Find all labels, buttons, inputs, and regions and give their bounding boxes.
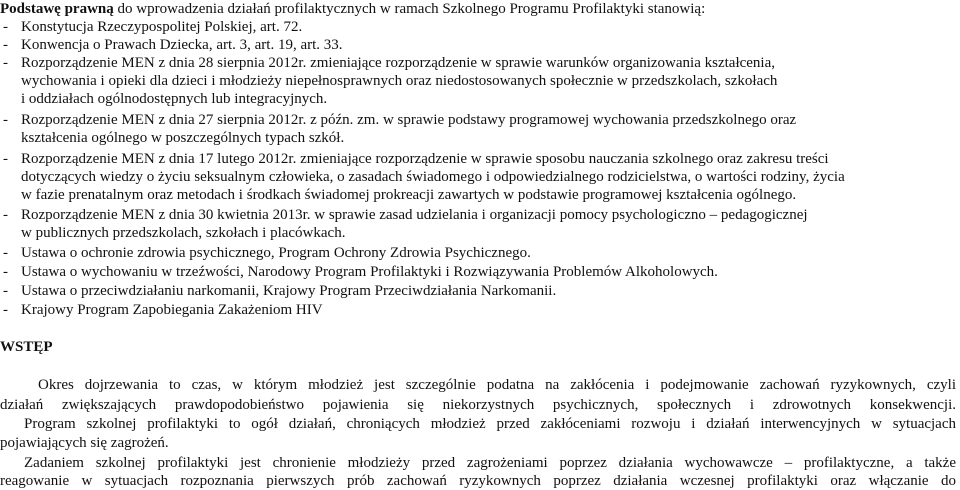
list-item-continuation: kształcenia ogólnego w poszczególnych typach szkół. [21, 130, 345, 146]
paragraph-line: reagowanie w sytuacjach rozpoznania pierwszych prób zachowań ryzykownych poprzez działania wczesnej profilaktyki oraz włączanie do [0, 473, 956, 489]
list-bullet: - [3, 55, 8, 71]
list-item: Konstytucja Rzeczypospolitej Polskiej, art. 72. [21, 19, 303, 35]
paragraph-line: Okres dojrzewania to czas, w którym młodzież jest szczególnie podatna na zakłócenia i podejmowanie zachowań ryzykownych, czyli [38, 377, 956, 393]
list-bullet: - [3, 302, 8, 318]
list-item: Rozporządzenie MEN z dnia 17 lutego 2012r. zmieniające rozporządzenie w sprawie sposobu nauczania szkolnego oraz zakresu treści [21, 151, 829, 167]
paragraph-line: Program szkolnej profilaktyki to ogół działań, chroniących młodzież przed zakłóceniami rozwoju i działań interwencyjnych w sytuacjach [24, 416, 956, 432]
list-bullet: - [3, 283, 8, 299]
list-item: Konwencja o Prawach Dziecka, art. 3, art. 19, art. 33. [21, 37, 343, 53]
list-bullet: - [3, 37, 8, 53]
list-bullet: - [3, 264, 8, 280]
paragraph-line: Zadaniem szkolnej profilaktyki jest chronienie młodzieży przed zagrożeniami poprzez działania wychowawcze – profilaktyczne, a także [24, 455, 956, 471]
legal-basis-heading: Podstawę prawną [0, 1, 114, 17]
list-bullet: - [3, 151, 8, 167]
paragraph-line: działań zwiększających prawdopodobieństwo pojawienia się niekorzystnych psychicznych, społecznych i zdrowotnych konsekwencji. [0, 397, 956, 413]
list-item: Krajowy Program Zapobiegania Zakażeniom HIV [21, 302, 323, 318]
list-item: Ustawa o wychowaniu w trzeźwości, Narodowy Program Profilaktyki i Rozwiązywania Problemów Alkoholowych. [21, 264, 718, 280]
paragraph-line: pojawiających się zagrożeń. [0, 435, 169, 451]
list-item: Rozporządzenie MEN z dnia 28 sierpnia 2012r. zmieniające rozporządzenie w sprawie warunków organizowania kształcenia, [21, 55, 775, 71]
list-item-continuation: wychowania i opieki dla dzieci i młodzieży niepełnosprawnych oraz niedostosowanych społecznie w przedszkolach, szkołach [21, 73, 778, 89]
legal-basis-intro [0, 0, 705, 18]
list-item-continuation: w publicznych przedszkolach, szkołach i placówkach. [21, 225, 346, 241]
list-bullet: - [3, 207, 8, 223]
list-bullet: - [3, 245, 8, 261]
list-item-continuation: w fazie prenatalnym oraz metodach i środkach świadomej prokreacji zawartych w podstawie programowej kształcenia ogólnego. [21, 187, 797, 203]
section-title: WSTĘP [0, 339, 53, 355]
legal-basis-intro-text: do wprowadzenia działań profilaktycznych w ramach Szkolnego Programu Profilaktyki stanowią: [113, 1, 706, 17]
list-item-continuation: i oddziałach ogólnodostępnych lub integracyjnych. [21, 91, 328, 107]
list-item: Ustawa o przeciwdziałaniu narkomanii, Krajowy Program Przeciwdziałania Narkomanii. [21, 283, 557, 299]
list-bullet: - [3, 112, 8, 128]
list-item: Rozporządzenie MEN z dnia 30 kwietnia 2013r. w sprawie zasad udzielania i organizacji pomocy psychologiczno – pedagogicznej [21, 207, 808, 223]
list-item-continuation: dotyczących wiedzy o życiu seksualnym człowieka, o zasadach świadomego i odpowiedzialnego rodzicielstwa, o wartości rodziny, życia [21, 169, 845, 185]
list-bullet: - [3, 19, 8, 35]
list-item: Ustawa o ochronie zdrowia psychicznego, Program Ochrony Zdrowia Psychicznego. [21, 245, 531, 261]
list-item: Rozporządzenie MEN z dnia 27 sierpnia 2012r. z późn. zm. w sprawie podstawy programowej wychowania przedszkolnego oraz [21, 112, 797, 128]
